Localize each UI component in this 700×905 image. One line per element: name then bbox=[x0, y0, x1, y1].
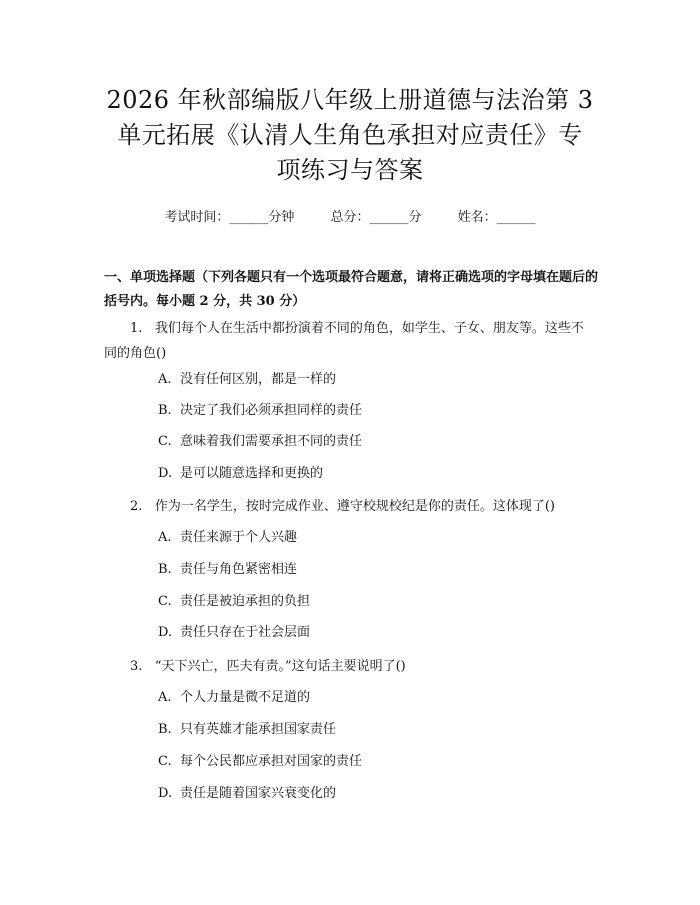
option-text: 每个公民都应承担对国家的责任 bbox=[180, 754, 363, 769]
option-1c bbox=[158, 432, 362, 452]
option-1a bbox=[158, 370, 336, 390]
exam-info bbox=[0, 206, 700, 225]
option-text: 责任来源于个人兴趣 bbox=[180, 530, 298, 545]
question-number: 2. bbox=[130, 499, 143, 514]
option-3b bbox=[158, 720, 336, 740]
option-text: 意味着我们需要承担不同的责任 bbox=[180, 434, 363, 449]
question-number: 1. bbox=[130, 321, 143, 336]
question-stem: 作为一名学生，按时完成作业、遵守校规校纪是你的责任。这体现了() bbox=[154, 499, 555, 514]
title-line-3: 项练习与答案 bbox=[276, 156, 424, 184]
option-1b bbox=[158, 401, 362, 421]
question-stem: 我们每个人在生活中都扮演着不同的角色，如学生、子女、朋友等。这些不同的角色() bbox=[104, 321, 584, 361]
document-title bbox=[90, 83, 610, 188]
option-letter: D. bbox=[158, 625, 173, 640]
total-score-field: 总分：______分 bbox=[330, 210, 422, 225]
option-2c bbox=[158, 592, 310, 612]
option-3d bbox=[158, 784, 336, 804]
option-letter: A. bbox=[158, 690, 172, 705]
option-3c bbox=[158, 752, 362, 772]
option-letter: B. bbox=[158, 403, 172, 418]
option-text: 只有英雄才能承担国家责任 bbox=[180, 722, 337, 737]
option-text: 个人力量是微不足道的 bbox=[180, 690, 311, 705]
option-text: 责任是被迫承担的负担 bbox=[180, 594, 311, 609]
option-letter: C. bbox=[158, 754, 172, 769]
option-text: 没有任何区别，都是一样的 bbox=[180, 372, 337, 387]
option-letter: C. bbox=[158, 434, 172, 449]
option-2b bbox=[158, 560, 297, 580]
option-text: 是可以随意选择和更换的 bbox=[180, 466, 324, 481]
question-number: 3. bbox=[130, 659, 143, 674]
question-3 bbox=[104, 654, 594, 679]
option-letter: D. bbox=[158, 466, 173, 481]
option-letter: A. bbox=[158, 530, 172, 545]
option-letter: D. bbox=[158, 786, 173, 801]
question-2 bbox=[104, 494, 594, 519]
option-2d bbox=[158, 623, 310, 643]
option-1d bbox=[158, 464, 323, 484]
option-letter: A. bbox=[158, 372, 172, 387]
option-3a bbox=[158, 688, 310, 708]
question-1 bbox=[104, 316, 594, 366]
option-letter: B. bbox=[158, 722, 172, 737]
title-line-1: 2026 年秋部编版八年级上册道德与法治第 3 bbox=[106, 86, 594, 114]
option-letter: C. bbox=[158, 594, 172, 609]
option-letter: B. bbox=[158, 562, 172, 577]
name-field: 姓名：______ bbox=[457, 210, 536, 225]
option-text: 责任与角色紧密相连 bbox=[180, 562, 298, 577]
title-line-2: 单元拓展《认清人生角色承担对应责任》专 bbox=[117, 121, 583, 149]
question-stem: “天下兴亡，匹夫有责。”这句话主要说明了() bbox=[154, 659, 406, 674]
section-heading: 一、单项选择题（下列各题只有一个选项最符合题意，请将正确选项的字母填在题后的括号内。每小题 2 分，共 30 分） bbox=[104, 270, 599, 309]
option-2a bbox=[158, 528, 297, 548]
option-text: 责任只存在于社会层面 bbox=[180, 625, 311, 640]
exam-time-field: 考试时间：______分钟 bbox=[164, 210, 295, 225]
option-text: 责任是随着国家兴衰变化的 bbox=[180, 786, 337, 801]
option-text: 决定了我们必须承担同样的责任 bbox=[180, 403, 363, 418]
